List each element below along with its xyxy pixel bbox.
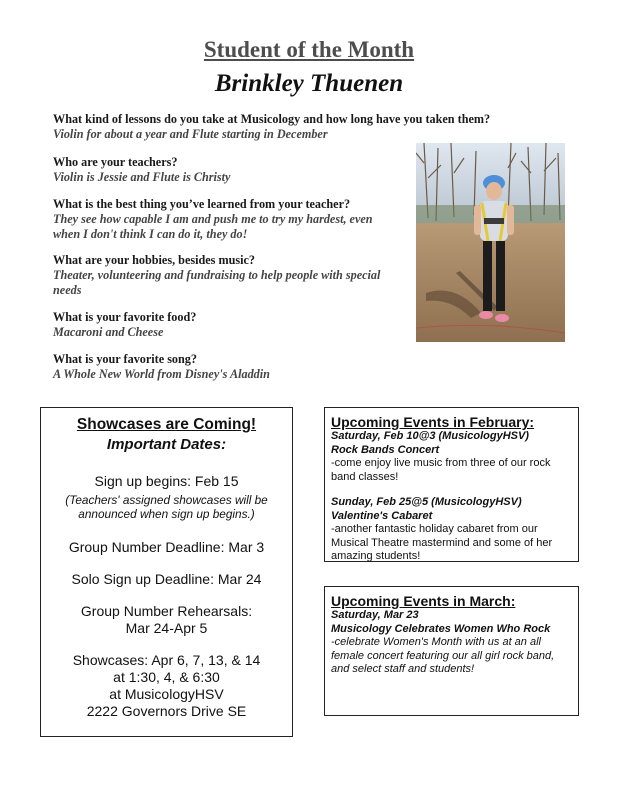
rehearsals-label: Group Number Rehearsals:: [80, 603, 253, 619]
interview-question: What is the best thing you’ve learned from your teacher?: [53, 197, 351, 211]
march-events-box: [324, 586, 579, 716]
signup-note: (Teachers' assigned showcases will be announced when sign up begins.): [65, 493, 268, 521]
event-description: -come enjoy live music from three of our rock band classes!: [331, 457, 551, 483]
interview-item: [53, 197, 398, 242]
signup-date: Sign up begins: Feb 15: [94, 473, 239, 489]
february-events-box: [324, 407, 579, 562]
event-description: -another fantastic holiday cabaret from our Musical Theatre mastermind and some of her amazing students!: [331, 523, 553, 562]
interview-answer: A Whole New World from Disney's Aladdin: [53, 367, 270, 381]
showcase-venue: at MusicologyHSV: [109, 686, 224, 702]
event-name: Musicology Celebrates Women Who Rock: [331, 622, 551, 635]
event-description: -celebrate Women's Month with us at an all female concert featuring our all girl rock band, and select staff and students!: [331, 636, 555, 675]
showcase-address: 2222 Governors Drive SE: [86, 703, 247, 719]
event-date: Sunday, Feb 25@5 (MusicologyHSV): [331, 496, 522, 508]
interview-answer: Macaroni and Cheese: [53, 325, 164, 339]
interview-answer: Theater, volunteering and fundraising to help people with special needs: [53, 268, 381, 297]
showcase-dates: Showcases: Apr 6, 7, 13, & 14: [72, 652, 261, 668]
event-name: Rock Bands Concert: [331, 443, 440, 456]
student-photo: [416, 143, 565, 342]
interview-question: Who are your teachers?: [53, 155, 178, 169]
showcase-times: at 1:30, 4, & 6:30: [113, 669, 220, 685]
interview-question: What is your favorite song?: [53, 352, 197, 366]
group-deadline: Group Number Deadline: Mar 3: [68, 539, 265, 555]
student-name: Brinkley Thuenen: [214, 70, 404, 97]
interview-question: What kind of lessons do you take at Musicology and how long have you taken them?: [53, 112, 491, 126]
february-events-heading: Upcoming Events in February:: [331, 414, 535, 430]
event-date: Saturday, Feb 10@3 (MusicologyHSV): [331, 430, 529, 442]
interview-item: [53, 352, 398, 382]
march-events-heading: Upcoming Events in March:: [331, 593, 516, 609]
interview-item: [53, 310, 398, 340]
interview-question: What are your hobbies, besides music?: [53, 253, 256, 267]
interview-answer: Violin is Jessie and Flute is Christy: [53, 170, 231, 184]
interview-answer: Violin for about a year and Flute starting in December: [53, 127, 328, 141]
solo-deadline: Solo Sign up Deadline: Mar 24: [71, 571, 262, 587]
showcases-box: [40, 407, 293, 737]
interview-question: What is your favorite food?: [53, 310, 197, 324]
showcases-subheading: Important Dates:: [106, 436, 227, 453]
page-title: Student of the Month: [203, 37, 415, 62]
interview-item: [53, 112, 503, 142]
interview-item: [53, 155, 398, 185]
showcases-heading: Showcases are Coming!: [76, 416, 257, 433]
interview-answer: They see how capable I am and push me to try my hardest, even when I don't think I can do it, they do!: [53, 212, 373, 241]
event-name: Valentine's Cabaret: [331, 509, 433, 522]
interview-item: [53, 253, 398, 298]
rehearsals-dates: Mar 24-Apr 5: [125, 620, 208, 636]
event-date: Saturday, Mar 23: [331, 609, 419, 621]
